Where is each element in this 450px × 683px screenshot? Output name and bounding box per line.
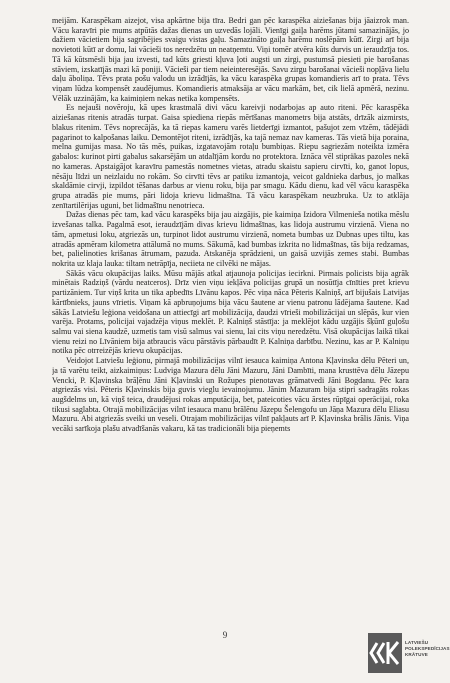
logo-line-1: LATVIEŠU: [405, 640, 429, 645]
paragraph-2: Es nejauši novēroju, kā upes krastmalā divi vācu kareivji nodarbojas ap auto riteni. Pēc karaspēka aiziešanas ritenis atradās turpat. Gaisa spiediena riepās mērīšanas manometrs bija atstāts, drīzāk aizmirsts, blakus ritenim. Tēvs noprecājās, ka tā riepas kameru varēs lietderīgi izmantot, pašujot zem vīzēm, tādējādi pagarinot to kalpošanas laiku. Demontējot riteni, izrādījās, ka tajā nemaz nav kameras. Tās vietā bija poraina, melna gumijas masa. No tās mēs, puikas, izgatavojām rotaļu bumbiņas. Riepu sagriezām noteikta izmēra gabalos: kurinot pirti gabalus sakarsējām un atdalījām kordu no protektora. Iznāca vēl stipräkas pazoles nekā no kameras. Apstaigājot karavīru pamestās nometnes vietas, atradu skaistu sapieru cirvīti, ko, ganot lopus, nēsāju līdzi un neizlaidu no rokām. So cirvīti tēvs ar patiku izmantoja, veicot galdnieka darbus, jo malkas skaldāmie cirvji, izpildot tēšanas darbus ar vienu roku, bija par smagu. Kādu dienu, kad vēl vācu karaspēka grupa atradās pie mums, pāri lidoja krievu lidmašīna. Tā vācu karaspēkam neuzbruka. Uz to atklāja zenītartilērijas uguni, bet lidmašīnu nenotrieca.: [52, 103, 409, 210]
page-number: 9: [222, 630, 228, 640]
paragraph-3: Dažas dienas pēc tam, kad vācu karaspēks bija jau aizgājis, pie kaimiņa Izidora Vilmenieša notika mēslu izvešanas talka. Pagalmā esot, ieraudzījām divas krievu lidmašīnas, kas lidoja austrumu virzienā. Viena no tām, apmetusi loku, atgriezās un, turpinot lidot austrumu virzienā, nometa bumbas uz Dubnas upes tiltu, kas atradās apmēram kilometra attālumā no mums. Sākumā, kad bumbas izkrita no lidmašīnas, tās bija redzamas, bet, palielinoties krišanas ātrumam, pazuda. Atskanēja sprādzieni, un gaisā uzvijās zemes stabi. Bumbas nokrita uz klaja lauka: tiltam netrāpīja, neciieta ne cilvēki ne mājas.: [52, 210, 409, 268]
logo-text: [405, 640, 449, 659]
page-body: [52, 16, 409, 626]
logo-emblem-icon: [368, 633, 402, 673]
paragraph-5: Veidojot Latviešu leģionu, pirmajā mobilizācijas vilnī iesauca kaimiņa Antona Kļavinska dēlu Pēteri un, ja tā varētu teikt, aizkaimiņus: Ludviga Mazura dēlu Jāni Mazuru, Jāni Dambīti, mana krusttēva dēlu Jāzepu Vencki, P. Kļavinska brāļēnu Jāni Kļavinski un Rožupes pienotavas grāmatvedi Jāni Bogdanu. Pēc kara atgriezās visi. Pēteris Kļavinskis bija guvis vieglu ievainojumu. Jānim Mazuram bija stipri sadragāts rokas augšdelms un, kā viņš teica, draudējusi rokas amputācija, bet, pateicoties vācu ārstes rūpīgai operācijai, roka tikusi saglabta. Otrajā mobilizācijas vilnī iesauca manu brālēnu Jāzepu Šelengofu un Jāņa Mazura dēlu Eliasu Mazuru. Abi atgriezās sveiki un veseli. Otrajam mobilizācijas vilnī pakļauts arī P. Kļavinska brālis Jānis. Viņa vecāki sarīkoja plašu atvadīšanās vakaru, kā tas tradicionāli bija pieņemts: [52, 356, 409, 434]
archive-logo: [368, 633, 448, 673]
paragraph-1: meijām. Karaspēkam aizejot, visa apkārtne bija tīra. Bedri gan pēc karaspēka aiziešanas bija jāaizrok man. Vācu karavīri pie mums atpūtās dažas dienas un uzvedās lojāli. Vienīgi gaiļa harēms jūtami samazinājās, jo dažiem vācietiem bija sagribējies svaigu vistas gaļu. Samazināto gaiļa harēmu noslēpām kūtī. Zirgi arī bija novietoti kūtī ar domu, lai vācieši tos neredzētu un neatņemtu. Viņi tomēr atvēra kūts durvis un ieraudzīja tos. Tā kā kūtsmēsli bija jau izvesti, tad kūts griesti kļuva ļoti augsti un zirgi, pustumsā piesieti pie barošanas stāviem, izskatījās mazi kā poniji. Vācieši par tiem neieinteresējās. Savu zirgu barošanai vācieši nopļāva lielu daļu āboliņa. Tēvs prata pošu valodu un izrādījās, ka vācu karaspēka grupas komandieris arī to prata. Tēvs viņam lūdza kompensēt zaudējumus. Komandieris atmaksāja ar vācu markām, bet, cik lielā apmērā, nezinu. Vēlāk uzzinājām, ka kaimiņiem nekas netika kompensēts.: [52, 16, 409, 103]
logo-line-2: POLEKSPEDĪCIJAS: [405, 646, 450, 652]
paragraph-4: Sākās vācu okupācijas laiks. Mūsu mājās atkal atjaunoja policijas iecirkni. Pirmais policists bija agrāk minētais Radziņš (vārdu neatceros). Drīz vien viņu iekļāva policijas grupā un nosūtīja cīnīties pret krievu partizāniem. Tur viņš krita un tika apbedīts Līvānu kapos. Pēc viņa nāca Pēteris Kalniņš, arī bijušais Latvijas kārtībnieks, jauns vīrietis. Viņam kā apbruņojums bija vācu šautene ar vienu patronu lādējama šautene. Kad sākās Latviešu leģiona veidošana un attiecīgi arī mobilizācija, daudzi vīrieši mobilizācijai un slēpās, kur vien varēja. Protams, policijai vajadzēja viņus meklēt. P. Kalniņš stāstīja: ja meklējot kādu uzgājis šķūnī guļošu salmu vai siena kaudzē, uzmetis tam visū salmus vai sienu, lai cits viņu neredzētu. Visā okupācijas laikā tikai vienu reizi no Līvāniem bija atbraucis vācu pārstāvis pārbaudīt P. Kalniņa darbību. Nezinu, kas ar P. Kalniņu notika pēc otrreizējās krievu okupācijas.: [52, 268, 409, 356]
logo-line-3: KRĀTUVE: [405, 652, 428, 658]
